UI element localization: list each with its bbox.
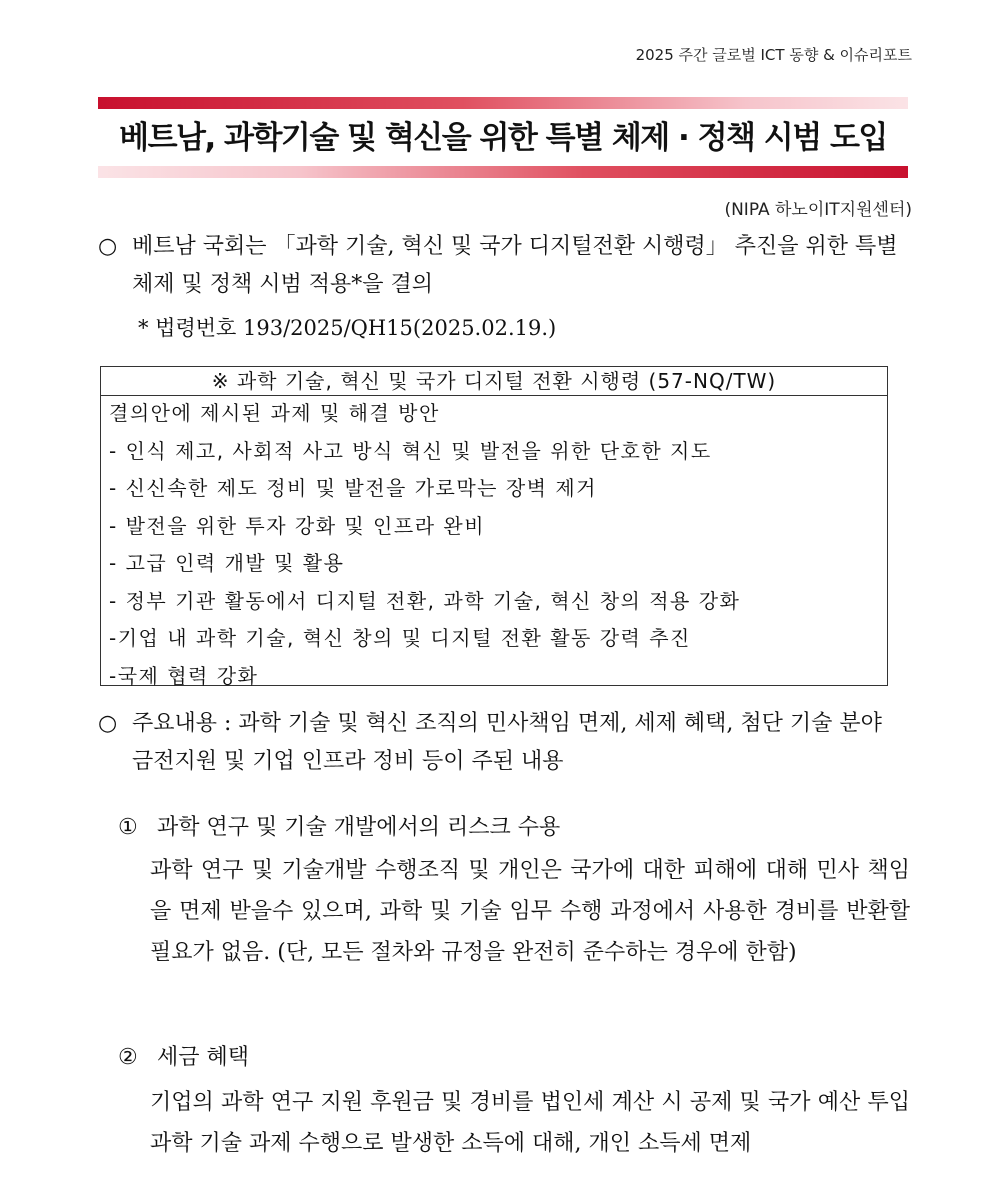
section-heading-1 — [118, 810, 560, 841]
circled-number-2-icon: ② — [118, 1045, 138, 1070]
box-line: - 고급 인력 개발 및 활용 — [109, 551, 345, 575]
section-heading-text: 과학 연구 및 기술 개발에서의 리스크 수용 — [157, 815, 561, 840]
box-title: ※ 과학 기술, 혁신 및 국가 디지털 전환 시행령 (57-NQ/TW) — [101, 367, 887, 396]
box-line: 결의안에 제시된 과제 및 해결 방안 — [109, 401, 440, 425]
bullet-text-2: 주요내용 : 과학 기술 및 혁신 조직의 민사책임 면제, 세제 혜택, 첨단 기술 분야 금전지원 및 기업 인프라 정비 등이 주된 내용 — [132, 711, 882, 774]
section-heading-text: 세금 혜택 — [157, 1045, 250, 1070]
box-line: - 정부 기관 활동에서 디지털 전환, 과학 기술, 혁신 창의 적용 강화 — [109, 588, 741, 613]
bullet-text-1: 베트남 국회는 「과학 기술, 혁신 및 국가 디지털전환 시행령」 추진을 위한 특별 체제 및 정책 시범 적용*을 결의 — [132, 234, 898, 297]
box-line: - 신신속한 제도 정비 및 발전을 가로막는 장벽 제거 — [109, 476, 597, 500]
article-source: (NIPA 하노이IT지원센터) — [724, 200, 912, 220]
section-heading-2 — [118, 1040, 249, 1071]
box-line: -기업 내 과학 기술, 혁신 창의 및 디지털 전환 활동 강력 추진 — [109, 626, 691, 650]
box-line: - 발전을 위한 투자 강화 및 인프라 완비 — [109, 513, 486, 538]
article-title: 베트남, 과학기술 및 혁신을 위한 특별 체제 · 정책 시범 도입 — [119, 120, 887, 156]
footnote: * 법령번호 193/2025/QH15(2025.02.19.) — [138, 316, 557, 340]
circle-bullet-icon: ○ — [98, 234, 118, 259]
section-body-1: 과학 연구 및 기술개발 수행조직 및 개인은 국가에 대한 피해에 대해 민사 책임을 면제 받을수 있으며, 과학 및 기술 임무 수행 과정에서 사용한 경비를 반환할 필요가 없음. (단, 모든 절차와 규정을 완전히 준수하는 경우에 한함) — [150, 858, 910, 965]
title-bar-top — [98, 97, 908, 109]
box-line: -국제 협력 강화 — [109, 663, 259, 688]
circled-number-1-icon: ① — [118, 815, 138, 840]
bullet-paragraph-2 — [98, 705, 910, 781]
title-bar-bottom — [98, 166, 908, 178]
bullet-paragraph-1 — [98, 228, 910, 304]
box-body — [101, 396, 887, 698]
circle-bullet-icon: ○ — [98, 711, 118, 736]
section-body-2: 기업의 과학 연구 지원 후원금 및 경비를 법인세 계산 시 공제 및 국가 예산 투입 과학 기술 과제 수행으로 발생한 소득에 대해, 개인 소득세 면제 — [150, 1090, 910, 1156]
report-header: 2025 주간 글로벌 ICT 동향 & 이슈리포트 — [635, 46, 912, 64]
resolution-box — [100, 366, 888, 686]
box-line: - 인식 제고, 사회적 사고 방식 혁신 및 발전을 위한 단호한 지도 — [109, 438, 712, 463]
